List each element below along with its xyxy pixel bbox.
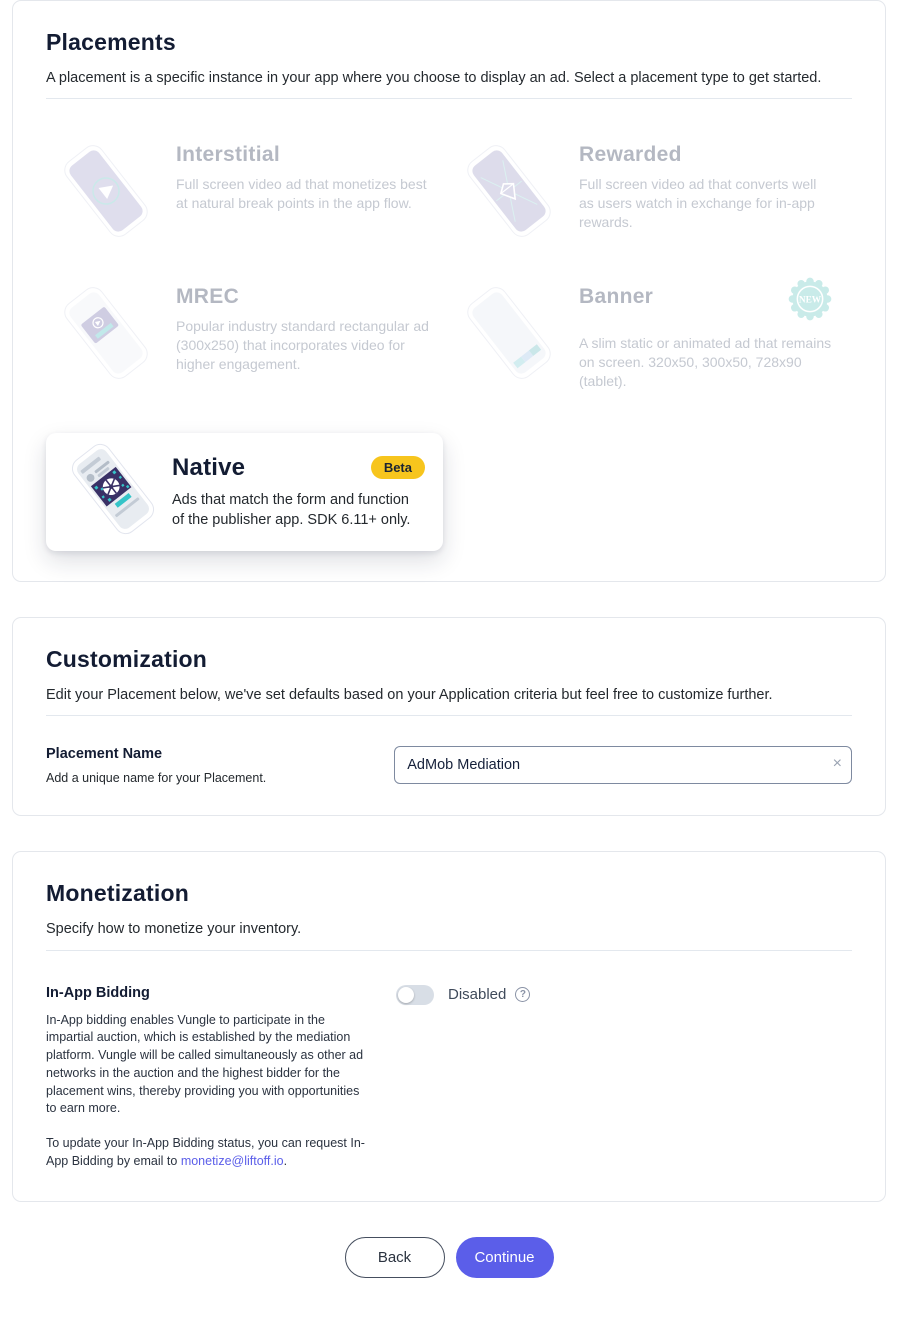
placement-name-input[interactable] — [394, 746, 852, 784]
placement-name-label: Placement Name — [46, 746, 163, 763]
continue-button[interactable]: Continue — [456, 1237, 554, 1278]
placement-option-interstitial[interactable] — [46, 143, 449, 245]
placement-name-input-wrap — [394, 746, 852, 784]
placement-option-description: Full screen video ad that converts well as users watch in exchange for in-app rewards. — [579, 176, 817, 231]
placement-option-title: Native — [172, 453, 246, 481]
mrec-phone-icon — [46, 285, 176, 387]
placement-option-native-selected[interactable] — [46, 433, 443, 551]
back-button[interactable]: Back — [345, 1237, 445, 1278]
placement-option-banner[interactable] — [449, 285, 852, 391]
placement-option-text — [176, 143, 431, 213]
placement-option-text — [579, 143, 834, 232]
divider — [46, 950, 852, 951]
in-app-bidding-request-text — [46, 1135, 366, 1171]
placement-option-description: Popular industry standard rectangular ad (300x250) that incorporates video for higher engagement. — [176, 318, 429, 373]
monetization-title: Monetization — [46, 880, 189, 907]
footer-actions — [0, 1237, 898, 1308]
in-app-bidding-text-col — [46, 985, 396, 1171]
in-app-bidding-description: In-App bidding enables Vungle to participate in the impartial auction, which is established by the mediation platform. Vungle will be called simultaneously as other ad networks in the auction and the highest bidder for the placement wins, thereby providing you with opportunities to earn more. — [46, 1012, 364, 1116]
new-badge — [788, 277, 832, 326]
monetization-card — [12, 851, 886, 1201]
placement-option-text — [172, 454, 425, 531]
placement-option-description: A slim static or animated ad that remains on screen. 320x50, 300x50, 728x90 (tablet). — [579, 335, 832, 390]
customization-subtitle: Edit your Placement below, we've set defaults based on your Application criteria but feel free to customize further. — [46, 686, 773, 703]
native-phone-icon — [54, 441, 172, 543]
divider — [46, 715, 852, 716]
placement-name-helper: Add a unique name for your Placement. — [46, 771, 267, 786]
in-app-bidding-control — [396, 985, 530, 1005]
customization-card — [12, 617, 886, 816]
placement-option-text — [579, 285, 852, 391]
placement-option-rewarded[interactable] — [449, 143, 852, 245]
placement-option-title: Interstitial — [176, 143, 280, 167]
in-app-bidding-toggle[interactable] — [396, 985, 434, 1005]
placement-option-text — [176, 285, 431, 374]
request-text-suffix: . — [283, 1153, 288, 1168]
placement-option-mrec[interactable] — [46, 285, 449, 391]
svg-text:NEW: NEW — [798, 295, 822, 306]
clear-input-icon[interactable]: × — [832, 755, 842, 773]
placement-name-row — [46, 746, 852, 785]
placement-type-grid — [46, 143, 852, 551]
banner-phone-icon — [449, 285, 579, 387]
request-text: To update your In-App Bidding status, you can request In-App Bidding by email to — [46, 1136, 365, 1168]
in-app-bidding-row — [46, 985, 852, 1171]
placements-title: Placements — [46, 29, 176, 55]
customization-title: Customization — [46, 645, 208, 672]
placements-card — [12, 0, 886, 582]
in-app-bidding-label: In-App Bidding — [46, 984, 150, 1001]
rewarded-phone-icon — [449, 143, 579, 245]
placement-option-title: Banner — [579, 285, 654, 309]
placement-name-label-col — [46, 746, 394, 785]
placement-option-description: Ads that match the form and function of the publisher app. SDK 6.11+ only. — [172, 491, 411, 528]
beta-badge: Beta — [371, 456, 425, 479]
interstitial-phone-icon — [46, 143, 176, 245]
toggle-knob — [398, 987, 414, 1003]
help-icon[interactable]: ? — [515, 987, 530, 1002]
placements-subtitle: A placement is a specific instance in your app where you choose to display an ad. Select a placement type to get started. — [46, 70, 822, 86]
in-app-bidding-status: Disabled — [448, 986, 507, 1004]
placement-option-description: Full screen video ad that monetizes best at natural break points in the app flow. — [176, 176, 427, 212]
placement-option-title: Rewarded — [579, 143, 682, 167]
divider — [46, 98, 852, 99]
monetization-subtitle: Specify how to monetize your inventory. — [46, 921, 302, 938]
placement-option-title: MREC — [176, 285, 240, 309]
monetize-email-link[interactable]: monetize@liftoff.io — [180, 1153, 284, 1168]
